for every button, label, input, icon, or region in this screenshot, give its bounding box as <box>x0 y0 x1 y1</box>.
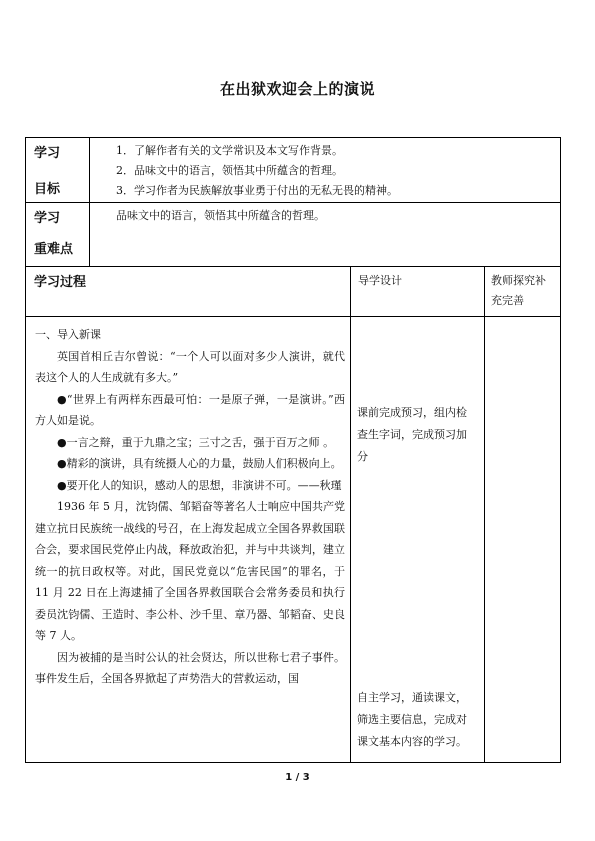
guide-note: 课前完成预习，组内检 查生字词，完成预习加 分 <box>357 406 467 463</box>
row-divider <box>26 266 560 267</box>
key-points-label: 学习 重难点 <box>34 211 74 257</box>
objective-item: 1．了解作者有关的文学常识及本文写作背景。 <box>116 144 343 157</box>
objectives-list <box>116 141 398 201</box>
objective-item: 3．学习作者为民族解放事业勇于付出的无私无畏的精神。 <box>116 184 398 197</box>
paragraph: 英国首相丘吉尔曾说：“一个人可以面对多少人演讲，就代表这个人的人生成就有多大。” <box>35 349 345 384</box>
paragraph: ●“世界上有两样东西最可怕：一是原子弹，一是演讲。”西方人如是说。 <box>35 392 345 427</box>
lesson-table <box>25 137 561 763</box>
paragraph: 因为被捕的是当时公认的社会贤达，所以世称七君子事件。事件发生后，全国各界掀起了声势浩大的营救运动，国 <box>35 650 345 685</box>
page-title: 在出狱欢迎会上的演说 <box>219 80 375 98</box>
column-divider <box>89 138 90 266</box>
key-points-text: 品味文中的语言，领悟其中所蕴含的哲理。 <box>116 209 325 222</box>
objectives-label: 学习 目标 <box>34 146 61 197</box>
teacher-header: 教师探究补 充完善 <box>491 274 546 307</box>
row-divider <box>26 202 560 203</box>
paragraph: ●精彩的演讲，具有统摄人心的力量，鼓励人们积极向上。 <box>57 457 342 470</box>
column-divider <box>484 266 485 762</box>
page-number: 1 / 3 <box>285 772 310 783</box>
guide-note: 自主学习，通读课文， 筛选主要信息，完成对 课文基本内容的学习。 <box>357 691 467 748</box>
process-header: 学习过程 <box>34 275 87 290</box>
paragraph: 1936 年 5 月，沈钧儒、邹韬奋等著名人士响应中国共产党建立抗日民族统一战线的号召，在上海发起成立全国各界救国联合会，要求国民党停止内战，释放政治犯，并与中共谈判，建立统一的抗日政权等。对此，国民党竟以“危害民国”的罪名，于 11 月 22 日在上海逮捕了全国各界救国联合会常务委员和执行委员沈钧儒、王造时、李公朴、沙千里、章乃器、邹韬奋、史良等 7 人。 <box>35 500 345 642</box>
column-divider <box>350 266 351 762</box>
section-title: 一、导入新课 <box>35 328 101 341</box>
objective-item: 2．品味文中的语言，领悟其中所蕴含的哲理。 <box>116 164 343 177</box>
paragraph: ●一言之辩，重于九鼎之宝；三寸之舌，强于百万之师 。 <box>57 435 335 449</box>
paragraph: ●要开化人的知识，感动人的思想，非演讲不可。——秋瑾 <box>57 478 342 492</box>
process-content <box>35 324 345 690</box>
guide-header: 导学设计 <box>358 274 402 287</box>
row-divider <box>26 316 560 317</box>
